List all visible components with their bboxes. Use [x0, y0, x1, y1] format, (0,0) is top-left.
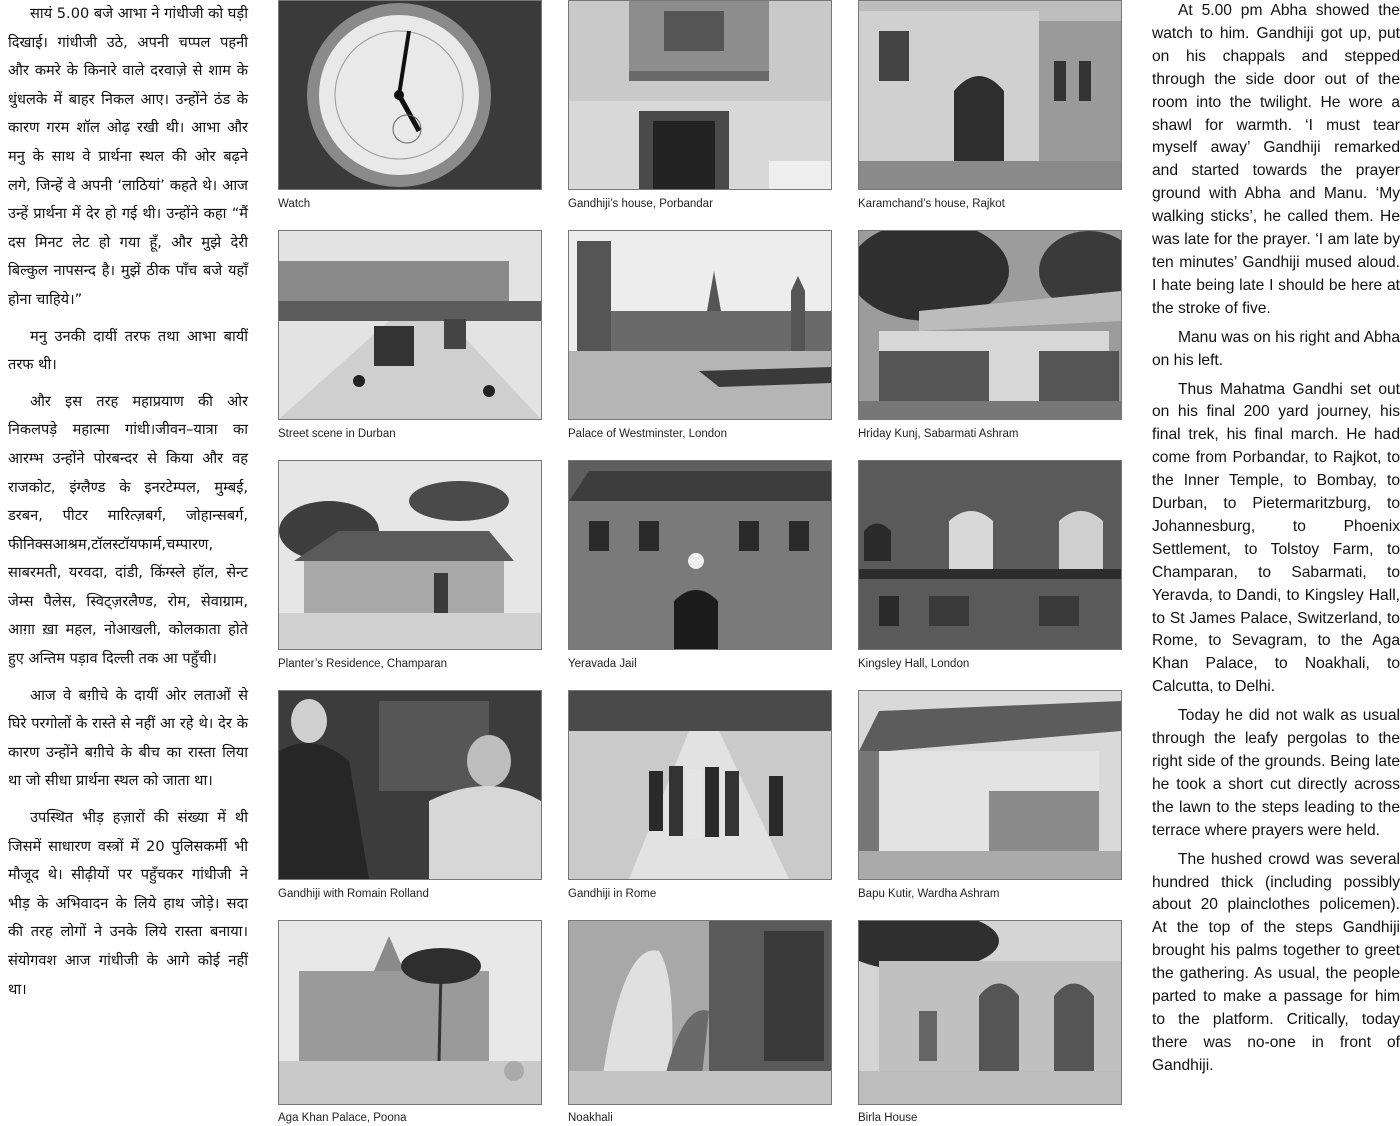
group-walking-photo-icon [568, 690, 832, 880]
photo-caption: Planter’s Residence, Champaran [278, 658, 447, 670]
photo-caption: Gandhiji in Rome [568, 888, 657, 900]
photo-grid [276, 0, 1128, 1126]
english-paragraph: The hushed crowd was several hundred thick (including possibly about 20 plainclothes policemen). At the top of the steps Gandhiji brought his palms together to greet the gathering. As usual, the people parted to make a passage for him to the platform. Critically, today there was no-one in front of Gandhiji. [1152, 850, 1400, 1074]
two-men-photo-icon [278, 690, 542, 880]
photo-caption: Bapu Kutir, Wardha Ashram [858, 888, 1000, 900]
building-doorway-photo-icon [568, 0, 832, 190]
hindi-paragraph: और इस तरह महाप्रयाण की ओर निकलपड़े महात्मा गांधी।जीवन–यात्रा का आरम्भ उन्होंने पोरबन्दर से किया और वह राजकोट, इंग्लैण्ड के इनरटेम्पल, मुम्बई, डरबन, पीटर मारित्ज़बर्ग, जोहान्सबर्ग, फीनिक्सआश्रम,टॉलस्टॉयफार्म,चम्पारण, साबरमती, यरवदा, दांडी, किंग्स्ले हॉल, सेन्ट जेम्स पैलेस, स्विट्ज़रलैण्ड, रोम, सेवाग्राम, आग़ा ख़ा महल, नोआखली, कोलकाता होते हुए अन्तिम पड़ाव दिल्ली तक आ पहुँची। [8, 392, 248, 668]
photo-caption: Aga Khan Palace, Poona [278, 1112, 407, 1124]
photo-caption: Kingsley Hall, London [858, 658, 970, 670]
photo-caption: Hriday Kunj, Sabarmati Ashram [858, 428, 1019, 440]
photo-caption: Gandhiji’s house, Porbandar [568, 198, 713, 210]
photo-caption: Noakhali [568, 1112, 613, 1124]
photo-caption: Gandhiji with Romain Rolland [278, 888, 429, 900]
street-scene-photo-icon [278, 230, 542, 420]
photo-caption: Birla House [858, 1112, 918, 1124]
english-paragraph: Manu was on his right and Abha on his left. [1152, 328, 1400, 369]
english-paragraph: Thus Mahatma Gandhi set out on his final 200 yard journey, his final trek, his final march. He had come from Porbandar, to Rajkot, to the Inner Temple, to Bombay, to Durban, to Pietermaritzburg, to Johannesburg, to Phoenix Settlement, to Tolstoy Farm, to Champaran, to Sabarmati, to Yeravda, to Dandi, to Kingsley Hall, to St James Palace, Switzerland, to Rome, to Sevagram, to the Aga Khan Palace, to Noakhali, to Calcutta, to Delhi. [1152, 380, 1400, 696]
english-text-column [1152, 0, 1400, 1126]
english-paragraph: Today he did not walk as usual through the leafy pergolas to the right side of the grounds. Being late he took a short cut directly across the lawn to the steps leading to the terrace where prayers were held. [1152, 707, 1400, 839]
hindi-paragraph: आज वे बग़ीचे के दायीं ओर लताओं से घिरे परगोलों के रास्ते से नहीं आ रहे थे। देर के कारण उन्होंने बग़ीचे के बीच का रास्ता लिया था जो सीधा प्रार्थना स्थल को जाता था। [8, 686, 248, 790]
jail-building-photo-icon [568, 460, 832, 650]
building-arch-photo-icon [858, 0, 1122, 190]
hindi-paragraph: उपस्थित भीड़ हज़ारों की संख्या में थी जिसमें साधारण वस्त्रों में 20 पुलिसकर्मी भी मौजूद थे। सीढ़ीयों पर पहुँचकर गांधीजी ने भीड़ के अभिवादन के लिये हाथ जोड़े। सदा की तरह लोगों ने उनके लिये रास्ता बनाया। संयोगवश आज गांधीजी के आगे कोई नहीं था। [8, 809, 248, 998]
photo-caption: Palace of Westminster, London [568, 428, 727, 440]
balcony-building-photo-icon [858, 460, 1122, 650]
village-walk-photo-icon [568, 920, 832, 1105]
palace-river-photo-icon [568, 230, 832, 420]
hindi-text-column [8, 0, 248, 1126]
ashram-fence-photo-icon [858, 230, 1122, 420]
hindi-paragraph: मनु उनकी दायीं तरफ तथा आभा बायीं तरफ थी। [8, 327, 248, 374]
photo-caption: Watch [278, 198, 311, 210]
hindi-paragraph: सायं 5.00 बजे आभा ने गांधीजी को घड़ी दिखाई। गांधीजी उठे, अपनी चप्पल पहनी और कमरे के किनारे वाले दरवाज़े से शाम के धुंधलके में बाहर निकल आए। उन्होंने ठंड के कारण गरम शॉल ओढ़ रखी थी। आभा और मनु के साथ वे प्रार्थना स्थल की ओर बढ़ने लगे, जिन्हें वे अपनी ‘लाठियां’ कहते थे। आज उन्हें प्रार्थना में देर हो गई थी। उन्होंने कहा “मैं दस मिनट लेट हो गया हूँ, और मुझे देरी बिल्कुल नापसन्द है। मुझें ठीक पाँच बजे यहाँ होना चाहिये।” [8, 5, 248, 308]
photo-caption: Karamchand’s house, Rajkot [858, 198, 1005, 210]
photo-caption: Street scene in Durban [278, 428, 396, 440]
english-paragraph: At 5.00 pm Abha showed the watch to him. Gandhiji got up, put on his chappals and stepped through the side door out of the room into the twilight. He wore a shawl for warmth. ‘I must tear myself away’ Gandhiji remarked and started towards the prayer ground with Abha and Manu. ‘My walking sticks’, he called them. He was late for the prayer. ‘I am late by ten minutes’ Gandhiji mused aloud. I hate being late I should be here at the stroke of five. [1152, 2, 1400, 317]
hut-fence-photo-icon [858, 690, 1122, 880]
palace-palm-photo-icon [278, 920, 542, 1105]
tiled-house-photo-icon [278, 460, 542, 650]
pocket-watch-photo-icon [278, 0, 542, 190]
mansion-photo-icon [858, 920, 1122, 1105]
photo-caption: Yeravada Jail [568, 658, 637, 670]
